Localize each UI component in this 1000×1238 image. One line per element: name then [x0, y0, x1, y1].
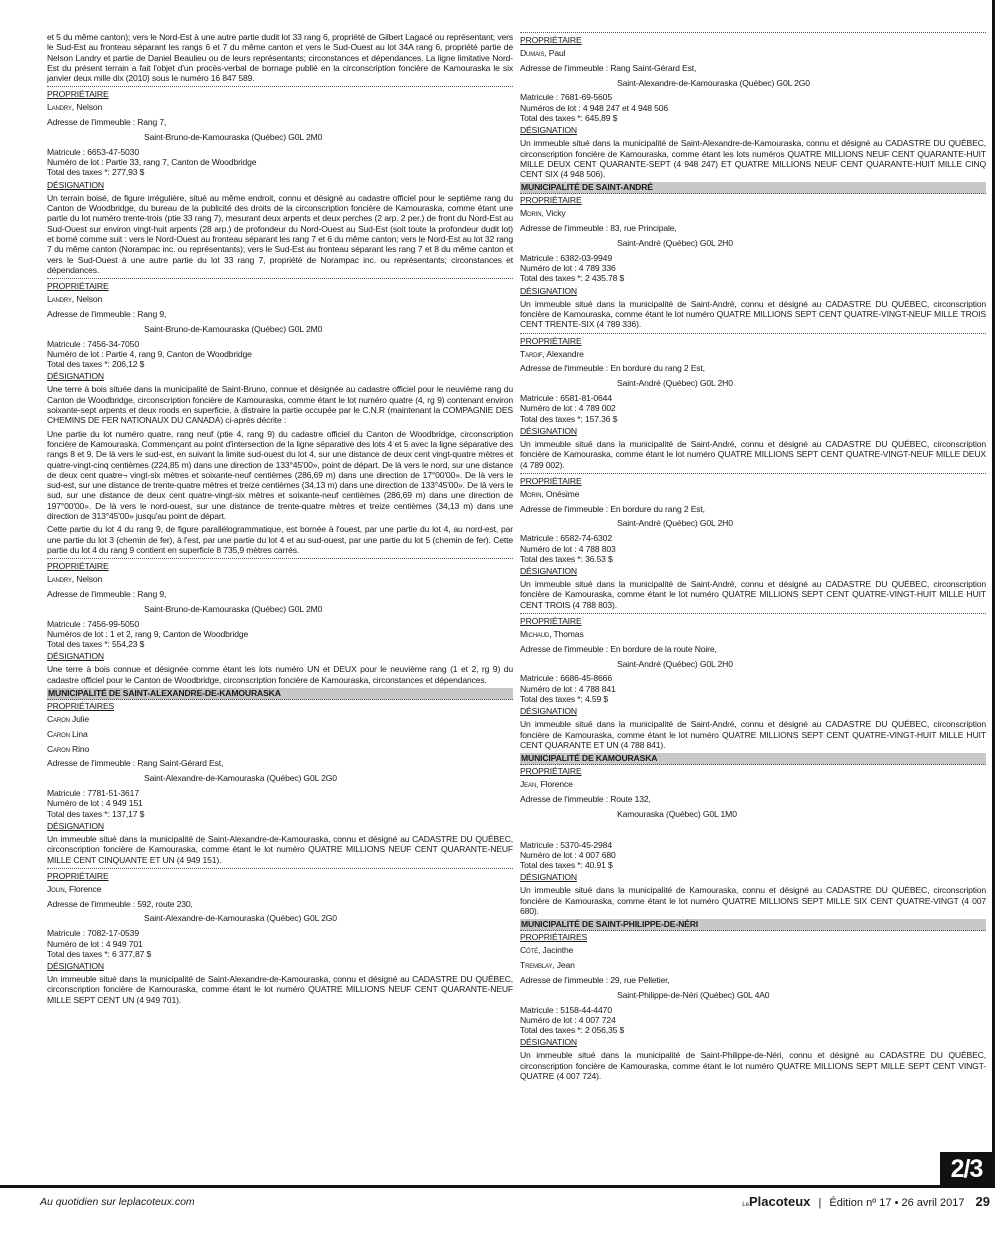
page-frame-bottom — [0, 1185, 995, 1188]
designation-heading: DÉSIGNATION — [47, 371, 104, 382]
owner-heading: PROPRIÉTAIRE — [47, 561, 109, 572]
info-line: Numéro de lot : 4 949 701 — [47, 938, 143, 949]
address-label: Adresse de l'immeuble : — [520, 223, 611, 234]
owner-name — [47, 294, 513, 304]
spacer — [520, 824, 986, 840]
owner-last-name: Tremblay — [520, 960, 553, 971]
owner-heading: PROPRIÉTAIRE — [520, 766, 582, 777]
municipality-header: MUNICIPALITÉ DE SAINT-ANDRÉ — [520, 182, 986, 194]
designation-heading: DÉSIGNATION — [520, 425, 577, 436]
address-street: En bordure du rang 2 Est, — [610, 363, 705, 374]
address-line — [520, 794, 986, 804]
owner-first-name: , Vicky — [541, 208, 566, 219]
address-street: Rang Saint-Gérard Est, — [610, 62, 697, 73]
address-line — [47, 309, 513, 319]
paragraph: et 5 du même canton); vers le Nord-Est à une autre partie dudit lot 33 rang 6, propriété de Gilbert Lagacé ou représentant; vers le Sud-Est au fronteau séparant les rangs 6 et 7 du même canton et vers le Sud-Ouest au lot 34A rang 6, propriété partie de Nelson Landry et partie de Daniel Beaulieu ou de leurs représentants; circonstances et dépendances. La ligne limitative Nord-Est du présent terrain a fait l'objet d'un procès-verbal de bornage publié en la circonscription foncière de Kamouraska le six janvier deux mille dix (2010) sous le numéro 16 847 589. — [47, 32, 513, 84]
info-line: Matricule : 7681-69-5605 — [520, 92, 612, 103]
property-entry — [520, 35, 986, 179]
address-label: Adresse de l'immeuble : — [47, 117, 138, 128]
owner-last-name: Landry — [47, 574, 72, 585]
owner-first-name: , Nelson — [71, 294, 103, 305]
info-line: Numéro de lot : 4 788 841 — [520, 683, 616, 694]
owner-last-name: Landry — [47, 294, 72, 305]
dotted-separator — [520, 473, 986, 474]
info-line: Total des taxes *: 2 435.78 $ — [520, 273, 625, 284]
info-line: Matricule : 7456-99-5050 — [47, 618, 139, 629]
owner-heading: PROPRIÉTAIRES — [47, 701, 115, 712]
owner-last-name: Morin — [520, 488, 542, 499]
property-entry — [47, 281, 513, 555]
owner-name — [47, 102, 513, 112]
info-line: Numéro de lot : 4 789 002 — [520, 403, 616, 414]
designation-heading: DÉSIGNATION — [47, 651, 104, 662]
address-street: En bordure de la route Noire, — [610, 643, 717, 654]
address-line — [520, 223, 986, 233]
address-city: Saint-Alexandre-de-Kamouraska (Québec) G0L 2G0 — [144, 913, 337, 924]
designation-heading: DÉSIGNATION — [520, 872, 577, 883]
owner-name — [520, 779, 986, 789]
owner-name — [520, 48, 986, 58]
designation-heading: DÉSIGNATION — [520, 125, 577, 136]
info-line: Matricule : 7456-34-7050 — [47, 338, 139, 349]
property-info — [47, 928, 513, 959]
owner-heading: PROPRIÉTAIRE — [47, 89, 109, 100]
owner-last-name: Tardif — [520, 348, 543, 359]
property-info — [520, 393, 986, 424]
property-info — [47, 619, 513, 650]
address-city: Saint-Alexandre-de-Kamouraska (Québec) G0L 2G0 — [144, 773, 337, 784]
dotted-separator — [520, 333, 986, 334]
property-entry — [47, 701, 513, 865]
designation-text: Un immeuble situé dans la municipalité de Saint-Alexandre-de-Kamouraska, connu et désigné au CADASTRE DU QUÉBEC, circonscription foncière de Kamouraska, comme étant le lot numéro QUATRE MILLIONS NEUF CENT QUARANTE-NEUF MILLE CENT CINQUANTE ET UN (4 949 151). — [47, 833, 513, 865]
designation-text: Une terre à bois située dans la municipalité de Saint-Bruno, connue et désignée au cadastre officiel pour le neuvième rang du Canton de Woodbridge, circonscription foncière de Kamouraska, comme étant le lot numéro quatre (4, rg 9) contenant environ soixante-sept arpents et deux roods en superficie, à distraire la partie occupée par le C.N.R (maintenant la COMPAGNIE DES CHEMINS DE FER NATIONAUX DU CANADA) ci-après décrite : — [47, 384, 513, 426]
owner-heading: PROPRIÉTAIRE — [520, 195, 582, 206]
owner-first-name: , Nelson — [71, 574, 103, 585]
info-line: Numéros de lot : 4 948 247 et 4 948 506 — [520, 102, 668, 113]
owner-heading: PROPRIÉTAIRE — [520, 615, 582, 626]
designation-text: Un terrain boisé, de figure irrégulière, situé au même endroit, connu et désigné au cadastre officiel pour le septième rang du Canton de Woodbridge, du bureau de la publicité des droits de la circonscription foncière de Kamouraska, comme étant une partie du lot numéro trente-trois (ptie 33 rang 7), mesurant deux arpents et deux perches (2 arp. 2 per.) de front du Nord-Est au Sud-Ouest sur environ vingt-huit arpents (28 arp.) de profondeur du Nord-Ouest au Sud-Est (soit toute la profondeur dudit lot) et borné comme suit : vers le Nord-Ouest au fronteau séparant les rang 7 et 6 du même canton; vers le Nord-Est au lot 32 rang 7 du même canton (Norampac inc. ou représentants); vers le Sud-Est au fronteau séparant les rang 7 et 8 du même canton et vers le Sud-Ouest à une autre partie du lot 33 rang 7, propriété de Norampac inc. ou représentants; circonstances et dépendances. — [47, 192, 513, 275]
property-entry — [520, 766, 986, 916]
info-line: Total des taxes *: 36.53 $ — [520, 553, 613, 564]
owner-first-name: , Paul — [544, 48, 566, 58]
designation-heading: DÉSIGNATION — [520, 1037, 577, 1048]
address-city: Saint-Alexandre-de-Kamouraska (Québec) G0L 2G0 — [617, 77, 810, 88]
address-street: Rang 9, — [137, 588, 167, 599]
owner-heading: PROPRIÉTAIRE — [47, 870, 109, 881]
info-line: Numéro de lot : 4 007 724 — [520, 1014, 616, 1025]
info-line: Total des taxes *: 277,93 $ — [47, 167, 145, 178]
address-line — [47, 589, 513, 599]
info-line: Matricule : 6686-45-8666 — [520, 673, 612, 684]
address-city: Kamouraska (Québec) G0L 1M0 — [617, 808, 737, 819]
address-label: Adresse de l'immeuble : — [47, 758, 138, 769]
address-label: Adresse de l'immeuble : — [47, 308, 138, 319]
property-entry — [520, 616, 986, 750]
info-line: Numéro de lot : Partie 33, rang 7, Canton de Woodbridge — [47, 157, 257, 168]
footer-divider: | — [818, 1197, 822, 1209]
owner-heading: PROPRIÉTAIRE — [520, 335, 582, 346]
property-entry — [520, 476, 986, 610]
info-line: Total des taxes *: 554,23 $ — [47, 639, 145, 650]
address-label: Adresse de l'immeuble : — [520, 643, 611, 654]
owner-name — [520, 208, 986, 218]
address-city: Saint-André (Québec) G0L 2H0 — [617, 518, 733, 529]
page-section-badge: 2/3 — [940, 1152, 993, 1186]
property-entry — [520, 336, 986, 470]
property-info — [520, 840, 986, 871]
designation-text: Une partie du lot numéro quatre, rang neuf (ptie 4, rang 9) du cadastre officiel du Canton de Woodbridge, circonscription foncière de Kamouraska. Commençant au point d'intersection de la ligne séparative des lots 4 et 5 avec la ligne séparative des rangs 8 et 9. De là vers le sud-est, en suivant la limite sud-ouest du lot 4, sur une distance de deux cent vingt-quatre mètres et quatre-vingt-cinq centièmes (224,85 m) dans une direction de 133°45'00», point de départ. De là vers le nord, sur une distance de deux cent quatre¬ vingt-six mètres et soixante-neuf centièmes (286,69 m) dans une direction de 17°00'00». De là vers le sud-est, sur une distance de trente-quatre mètres et treize centièmes (34,13 m) dans une direction de 133°45'00». De là vers le sud, sur une distance de deux cent quatre-vingt-six mètres et soixante-neuf centièmes (286,69 m) dans une direction de 197°00'00». De là vers le nord-ouest, sur une distance de trente-quatre mètres et treize centièmes (34,13 m) dans une direction de 313°45'00» jusqu'au point de départ. — [47, 428, 513, 521]
owner-name — [47, 884, 513, 894]
property-info — [520, 673, 986, 704]
info-line: Matricule : 7082-17-0539 — [47, 928, 139, 939]
owner-last-name: Michaud — [520, 628, 550, 639]
info-line: Numéros de lot : 1 et 2, rang 9, Canton de Woodbridge — [47, 628, 249, 639]
designation-heading: DÉSIGNATION — [47, 820, 104, 831]
address-line — [520, 363, 986, 373]
owner-name — [47, 744, 513, 754]
property-info — [520, 1005, 986, 1036]
address-label: Adresse de l'immeuble : — [520, 793, 611, 804]
info-line: Numéro de lot : 4 788 803 — [520, 543, 616, 554]
designation-heading: DÉSIGNATION — [520, 566, 577, 577]
address-street: 592, route 230, — [137, 898, 193, 909]
property-entry — [520, 195, 986, 329]
info-line: Matricule : 5158-44-4470 — [520, 1004, 612, 1015]
property-info — [520, 533, 986, 564]
address-label: Adresse de l'immeuble : — [520, 503, 611, 514]
owner-first-name: , Florence — [64, 883, 102, 894]
dotted-separator — [47, 558, 513, 559]
address-line — [47, 758, 513, 768]
owner-first-name: Julie — [69, 714, 89, 725]
logo-prefix: Le — [742, 1202, 749, 1208]
info-line: Matricule : 6382-03-9949 — [520, 252, 612, 263]
info-line: Total des taxes *: 6 377,87 $ — [47, 948, 152, 959]
info-line: Matricule : 6653-47-5030 — [47, 146, 139, 157]
owner-first-name: , Florence — [536, 779, 573, 790]
address-street: Rang Saint-Gérard Est, — [137, 758, 224, 769]
info-line: Numéro de lot : Partie 4, rang 9, Canton de Woodbridge — [47, 348, 252, 359]
designation-text: Un immeuble situé dans la municipalité de Saint-Philippe-de-Néri, connu et désigné au CADASTRE DU QUÉBEC, circonscription foncière de Kamouraska, comme étant le lot numéro QUATRE MILLIONS SEPT MILLE SEPT CENT VINGT-QUATRE (4 007 724). — [520, 1050, 986, 1081]
dotted-separator — [520, 32, 986, 33]
address-line — [47, 899, 513, 909]
address-street: En bordure du rang 2 Est, — [610, 503, 705, 514]
designation-text: Un immeuble situé dans la municipalité de Saint-Alexandre-de-Kamouraska, connu et désigné au CADASTRE DU QUÉBEC, circonscription foncière de Kamouraska, comme étant les lots numéros QUATRE MILLIONS NEUF CENT QUARANTE-HUIT MILLE DEUX CENT QUARANTE-SEPT (4 948 247) ET QUATRE MILLIONS NEUF CENT QUARANTE-HUIT MILLE CINQ CENT SIX (4 948 506). — [520, 138, 986, 180]
address-line — [47, 117, 513, 127]
designation-text: Un immeuble situé dans la municipalité de Saint-André, connu et désigné au CADASTRE DU QUÉBEC, circonscription foncière de Kamouraska, comme étant le lot numéro QUATRE MILLIONS SEPT CENT QUATRE-VINGT-NEUF MILLE DEUX (4 789 002). — [520, 438, 986, 470]
owner-last-name: Caron — [47, 714, 70, 725]
address-city: Saint-Bruno-de-Kamouraska (Québec) G0L 2M0 — [144, 603, 323, 614]
address-street: Route 132, — [610, 793, 651, 804]
address-street: 83, rue Principale, — [610, 223, 677, 234]
address-city: Saint-André (Québec) G0L 2H0 — [617, 658, 733, 669]
address-line — [520, 975, 986, 985]
info-line: Numéro de lot : 4 789 336 — [520, 263, 616, 274]
info-line: Matricule : 6581-81-0644 — [520, 393, 612, 404]
address-city: Saint-André (Québec) G0L 2H0 — [617, 378, 733, 389]
info-line: Total des taxes *: 2 056,35 $ — [520, 1025, 625, 1036]
property-info — [47, 339, 513, 370]
designation-text: Cette partie du lot 4 du rang 9, de figure parallélogrammatique, est bornée à l'ouest, par une partie du lot 4, au nord-est, par une partie du lot 3 (chemin de fer), à l'est, par une partie du lot 4 et au sud-ouest, par une partie du lot 5 (chemin de fer). Cette partie du lot 4 du rang 9 contient en superficie 8 735,9 mètres carrés. — [47, 524, 513, 555]
footer-tagline[interactable]: Au quotidien sur leplacoteux.com — [40, 1196, 195, 1208]
dotted-separator — [520, 613, 986, 614]
property-info — [47, 788, 513, 819]
property-entry — [520, 932, 986, 1081]
address-label: Adresse de l'immeuble : — [520, 363, 611, 374]
owner-first-name: , Alexandre — [542, 348, 584, 359]
address-label: Adresse de l'immeuble : — [47, 898, 138, 909]
designation-text: Un immeuble situé dans la municipalité de Kamouraska, connu et désigné au CADASTRE DU QUÉBEC, circonscription foncière de Kamouraska, comme étant le lot numéro QUATRE MILLIONS SEPT MILLE SIX CENT QUATRE-VINGT (4 007 680). — [520, 885, 986, 917]
dotted-separator — [47, 868, 513, 869]
info-line: Total des taxes *: 4.59 $ — [520, 693, 608, 704]
owner-name — [47, 714, 513, 724]
info-line: Numéro de lot : 4 949 151 — [47, 798, 143, 809]
municipality-header: MUNICIPALITÉ DE KAMOURASKA — [520, 753, 986, 765]
owner-name — [520, 629, 986, 639]
address-label: Adresse de l'immeuble : — [520, 62, 611, 73]
page-number: 29 — [975, 1194, 990, 1209]
designation-text: Un immeuble situé dans la municipalité de Saint-André, connu et désigné au CADASTRE DU QUÉBEC, circonscription foncière de Kamouraska, comme étant le lot numéro QUATRE MILLIONS SEPT CENT QUATRE-VINGT-HUIT MILLE HUIT CENT TROIS (4 788 803). — [520, 579, 986, 610]
address-line — [520, 63, 986, 73]
owner-first-name: , Thomas — [549, 628, 584, 639]
owner-heading: PROPRIÉTAIRE — [520, 475, 582, 486]
owner-last-name: Côté — [520, 945, 538, 956]
dotted-separator — [47, 86, 513, 87]
designation-heading: DÉSIGNATION — [47, 179, 104, 190]
address-label: Adresse de l'immeuble : — [520, 974, 611, 985]
designation-text: Une terre à bois connue et désignée comme étant les lots numéro UN et DEUX pour le neuvième rang (1 et 2, rg 9) du cadastre officiel pour le Canton de Woodbridge, circonscription foncière de Kamouraska, circonstances et dépendances. — [47, 664, 513, 685]
designation-heading: DÉSIGNATION — [520, 285, 577, 296]
info-line: Total des taxes *: 157.36 $ — [520, 413, 618, 424]
owner-name — [47, 574, 513, 584]
owner-name — [520, 945, 986, 955]
owner-first-name: , Jean — [552, 960, 575, 971]
info-line: Total des taxes *: 40.91 $ — [520, 860, 613, 871]
edition-date: Édition nº 17 • 26 avril 2017 — [829, 1197, 965, 1209]
property-entry — [47, 561, 513, 685]
info-line: Total des taxes *: 137,17 $ — [47, 808, 145, 819]
owner-name — [520, 349, 986, 359]
owner-last-name: Morin — [520, 208, 542, 219]
owner-heading: PROPRIÉTAIRE — [47, 281, 109, 292]
owner-heading: PROPRIÉTAIRE — [520, 35, 582, 45]
owner-name — [47, 729, 513, 739]
left-column — [47, 32, 513, 1008]
owner-last-name: Caron — [47, 728, 70, 739]
dotted-separator — [47, 278, 513, 279]
info-line: Matricule : 6582-74-6302 — [520, 533, 612, 544]
page-frame-right — [992, 0, 995, 1188]
owner-name — [520, 960, 986, 970]
logo-text: Placoteux — [748, 1194, 811, 1209]
owner-last-name: Jolin — [47, 883, 65, 894]
owner-first-name: , Onésime — [541, 488, 580, 499]
owner-last-name: Dumais — [520, 48, 545, 58]
address-city: Saint-Philippe-de-Néri (Québec) G0L 4A0 — [617, 989, 770, 1000]
address-line — [520, 644, 986, 654]
designation-heading: DÉSIGNATION — [47, 961, 104, 972]
info-line: Total des taxes *: 645,89 $ — [520, 112, 618, 123]
address-street: Rang 7, — [137, 117, 167, 128]
municipality-header: MUNICIPALITÉ DE SAINT-PHILIPPE-DE-NÉRI — [520, 919, 986, 931]
designation-text: Un immeuble situé dans la municipalité de Saint-Alexandre-de-Kamouraska, connu et désigné au CADASTRE DU QUÉBEC, circonscription foncière de Kamouraska, comme étant le lot numéro QUATRE MILLIONS NEUF CENT QUARANTE-NEUF MILLE SEPT CENT UN (4 949 701). — [47, 974, 513, 1005]
property-entry — [47, 871, 513, 1005]
address-street: Rang 9, — [137, 308, 167, 319]
right-column — [520, 30, 986, 1084]
info-line: Matricule : 7781-51-3617 — [47, 788, 139, 799]
owner-name — [520, 489, 986, 499]
designation-text: Un immeuble situé dans la municipalité de Saint-André, connu et désigné au CADASTRE DU QUÉBEC, circonscription foncière de Kamouraska, comme étant le lot numéro QUATRE MILLIONS SEPT CENT QUATRE-VINGT-HUIT MILLE HUIT CENT QUARANTE ET UN (4 788 841). — [520, 719, 986, 750]
property-info — [520, 92, 986, 123]
property-info — [47, 147, 513, 178]
info-line: Total des taxes *: 206,12 $ — [47, 359, 145, 370]
address-city: Saint-André (Québec) G0L 2H0 — [617, 238, 733, 249]
address-label: Adresse de l'immeuble : — [47, 588, 138, 599]
designation-text: Un immeuble situé dans la municipalité de Saint-André, connu et désigné au CADASTRE DU QUÉBEC, circonscription foncière de Kamouraska, comme étant le lot numéro QUATRE MILLIONS SEPT CENT QUATRE-VINGT-NEUF MILLE TROIS CENT TRENTE-SIX (4 789 336). — [520, 298, 986, 330]
owner-first-name: Rino — [69, 743, 90, 754]
address-line — [520, 504, 986, 514]
publication-logo — [742, 1194, 810, 1209]
owner-first-name: , Nelson — [71, 102, 103, 113]
owner-last-name: Jean — [520, 779, 537, 790]
property-info — [520, 253, 986, 284]
address-street: 29, rue Pelletier, — [610, 974, 670, 985]
owner-first-name: Lina — [69, 728, 88, 739]
property-entry — [47, 89, 513, 275]
owner-first-name: , Jacinthe — [537, 945, 574, 956]
info-line: Matricule : 5370-45-2984 — [520, 839, 612, 850]
owner-heading: PROPRIÉTAIRES — [520, 932, 588, 943]
address-city: Saint-Bruno-de-Kamouraska (Québec) G0L 2M0 — [144, 323, 323, 334]
footer-edition-info — [742, 1194, 990, 1209]
municipality-header: MUNICIPALITÉ DE SAINT-ALEXANDRE-DE-KAMOURASKA — [47, 688, 513, 700]
info-line: Numéro de lot : 4 007 680 — [520, 849, 616, 860]
owner-last-name: Landry — [47, 102, 72, 113]
owner-last-name: Caron — [47, 743, 70, 754]
designation-heading: DÉSIGNATION — [520, 706, 577, 717]
address-city: Saint-Bruno-de-Kamouraska (Québec) G0L 2M0 — [144, 132, 323, 143]
